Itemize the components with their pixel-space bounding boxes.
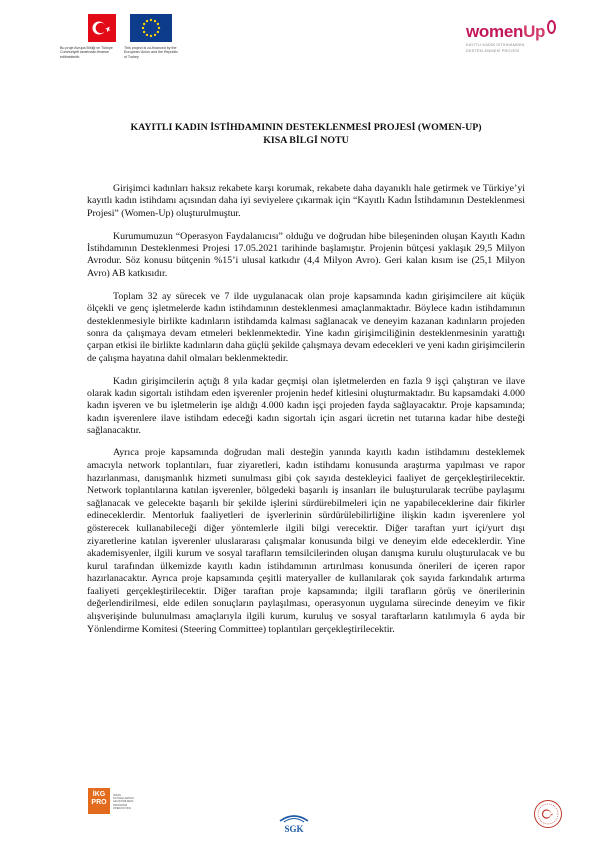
ikg-logo-line-1: İKG: [92, 791, 106, 798]
eu-flag-caption: This project is co-financed by the European Union and the Republic of Turkey: [124, 46, 178, 59]
turkey-flag-icon: [88, 14, 116, 42]
ministry-seal-icon: [533, 799, 563, 829]
tr-flag-caption: Bu proje Avrupa Birliği ve Türkiye Cumhuriyeti tarafından finanse edilmektedir.: [60, 46, 113, 59]
women-up-subtitle-1: KAYITLI KADIN İSTİHDAMININ: [466, 43, 525, 47]
ikg-logo-line-2: PRO: [91, 799, 107, 806]
women-up-wordmark: [466, 22, 556, 42]
document-title-line-1: KAYITLI KADIN İSTİHDAMININ DESTEKLENMESİ PROJESİ (WOMEN-UP): [130, 122, 482, 133]
paragraph-2: Kurumumuzun “Operasyon Faydalanıcısı” olduğu ve doğrudan hibe bileşeninden oluşan Kayıtlı Kadın İstihdamının Desteklenmesi Projesi 17.05.2021 tarihinde başlamıştır. Projenin bütçesi yaklaşık 29,5 Milyon Avrodur. Söz konusu bütçenin %15’i ulusal katkıdır (4,4 Milyon Avro). Geri kalan kısım ise (25,1 Milyon Avro) AB katkısıdır.: [87, 230, 525, 279]
eu-flag-icon: [130, 14, 172, 42]
paragraph-5: Ayrıca proje kapsamında doğrudan mali desteğin yanında kayıtlı kadın istihdamını desteklemek amacıyla network toplantıları, fuar ziyaretleri, kadın istihdamı konusunda araştırma yapılması ve rapor hazırlanması, danışmanlık hizmeti sunulması gibi çok sayıda destekleyici faaliyet de gerçekleştirilecektir. Network toplantılarına katılan işverenler, bölgedeki başarılı iş insanları ile buluşturularak tecrübe paylaşımı sağlanacak ve gelecekte başarılı bir şekilde işlerini sürdürebilmeleri için ne yapabileceklerine dair fikirler edineceklerdir. Mentorluk faaliyetleri de işverlerinin sürdürülebilirliğine ilişkin kadın işverenlere yol gösterecek kullanabileceği diğer yöntemlerle ilgili bilgi verecektir. Diğer taraftan yurt içi/yurt dışı ziyaretlerine katılan işverenler uluslararası çalışmalar konusunda bilgi ve deneyim elde edeceklerdir. Yine akademisyenler, ilgili kurum ve sosyal tarafların temsilcilerinden oluşan danışma kurulu oluşturulacak ve bu kurul tarafından ülkemizde kayıtlı kadın istihdamının artırılması konusunda önerileri de içeren rapor hazırlanacaktır. Ayrıca proje kapsamında çeşitli materyaller de kullanılarak çok sayıda farkındalık artırma faaliyeti gerçekleştirilecektir. Diğer taraftan proje kapsamında; ilgili tarafların görüş ve önerilerinin değerlendirilmesi, elde edilen sonuçların paylaşılması, operasyonun uygulama sürecinde deneyim ve fikir alışverişinde bulunulması amaçlarıyla ilgili kurum, kuruluş ve sosyal taraftarların katılımıyla 6 ayda bir Yönlendirme Komitesi (Steering Committee) toplantıları gerçekleştirilecektir.: [87, 447, 525, 635]
paragraph-1: Girişimci kadınları haksız rekabete karşı korumak, rekabete daha dayanıklı hale getirmek ve Türkiye’yi kayıtlı kadın istihdamı açısından daha iyi seviyelere çıkarmak için “Kayıtlı Kadın İstihdamının Desteklenmesi Projesi” (Women-Up) oluşturulmuştur.: [87, 183, 525, 219]
sgk-logo-text: SGK: [284, 824, 304, 834]
header-flags: [88, 14, 172, 42]
ikg-caption: İNSAN KAYNAKLARININ GELİŞTİRİLMESİ PROGRAMI OPERASYONU: [113, 794, 134, 810]
document-body: [87, 183, 525, 647]
ikg-pro-mark: [88, 788, 110, 814]
women-up-subtitle-2: DESTEKLENMESİ PROJESİ: [466, 48, 520, 53]
women-up-logo: [466, 22, 556, 53]
ikg-pro-logo: [88, 788, 132, 814]
document-title: [60, 122, 552, 147]
women-up-mark-icon: [547, 20, 556, 34]
paragraph-4: Kadın girişimcilerin açtığı 8 yıla kadar geçmişi olan işletmelerden en fazla 9 işçi çalıştıran ve ilave olarak kadın sigortalı istihdam eden işverenler projenin hedef kitlesini oluşturmaktadır. Bu kapsamdaki 4.000 kadın işveren ve bu işletmelerin işe aldığı 4.000 kadın işçi projeden fayda sağlayacaktır. Proje kapsamında; kadın işverenlere ilave istihdam edeceği kadın sigortalı için asgari ücretin net tutarına kadar hibe desteği sağlanacaktır.: [87, 375, 525, 437]
paragraph-3: Toplam 32 ay sürecek ve 7 ilde uygulanacak olan proje kapsamında kadın girişimcilere ait küçük ölçekli ve genç işletmelerde kadın istihdamının desteklenmesi amaçlanmaktadır. Böylece kadın istihdamının desteklenmesiyle birlikte kadınların istihdamda kalması sağlanacak ve deneyim kazanan kadınların projeden sonra da çalışmaya devam etmeleri beklenmektedir. Yine kadın girişimciliğinin desteklenmesinin yarattığı çarpan etkisi ile birlikte kadınların daha güçlü şekilde çalışmaya devam edecekleri ve yeni kadın girişimcilerin de çalışma hayatına dahil olmaları beklenmektedir.: [87, 291, 525, 364]
document-title-line-2: KISA BİLGİ NOTU: [263, 134, 349, 146]
sgk-logo-icon: [276, 812, 312, 834]
women-up-logo-women: women: [466, 22, 524, 41]
women-up-logo-up: Up: [523, 22, 546, 41]
